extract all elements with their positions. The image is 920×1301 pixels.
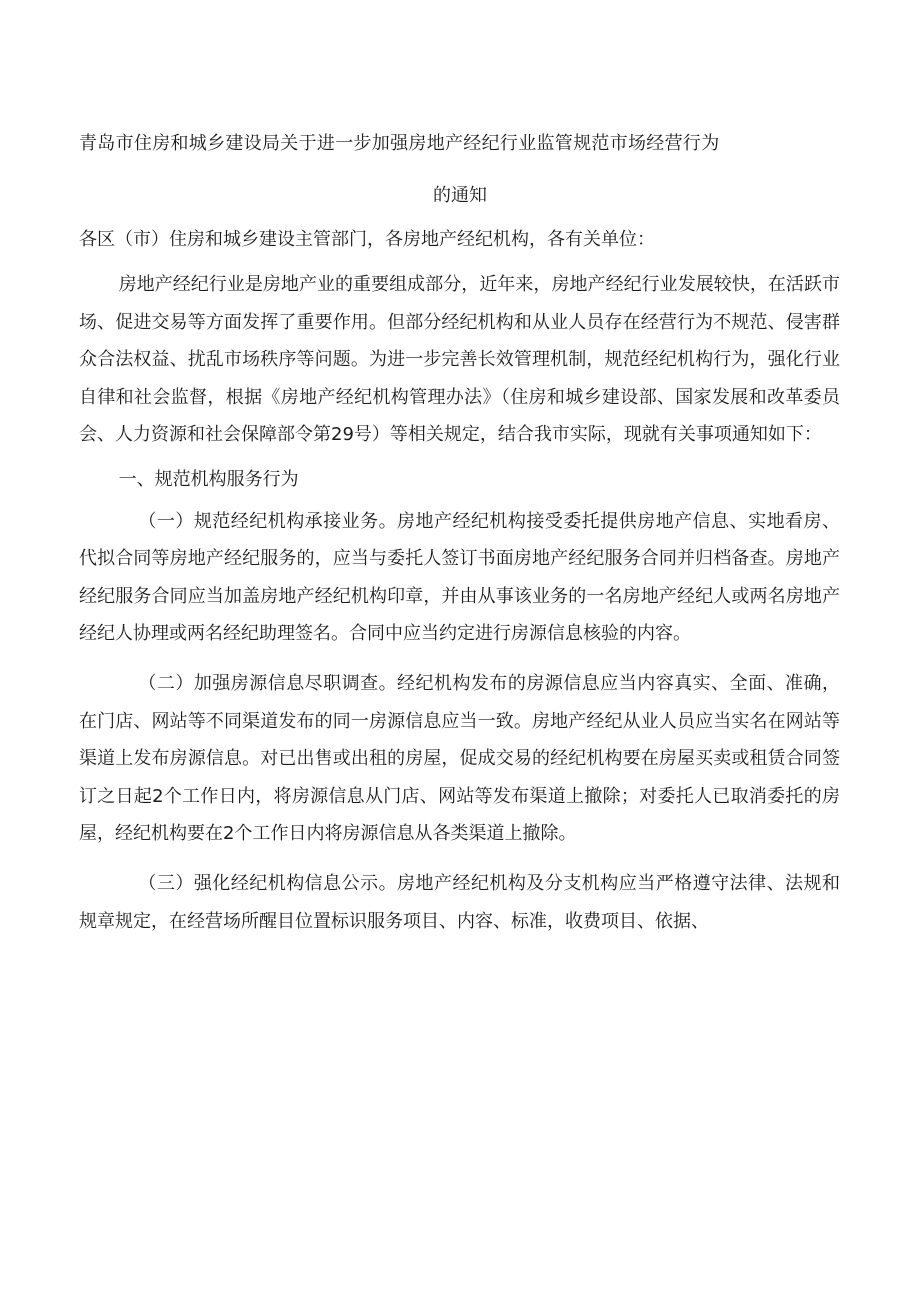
section-1-heading: 一、规范机构服务行为 [118,468,299,490]
document-title-line-2: 的通知 [433,185,487,206]
item-1-paragraph: （一）规范经纪机构承接业务。房地产经纪机构接受委托提供房地产信息、实地看房、代拟合同等房地产经纪服务的，应当与委托人签订书面房地产经纪服务合同并归档备查。房地产经纪服务合同应当加盖房地产经纪机构印章，并由从事该业务的一名房地产经纪人或两名房地产经纪人协理或两名经纪助理签名。合同中应当约定进行房源信息核验的内容。 [79,510,840,645]
item-3-paragraph: （三）强化经纪机构信息公示。房地产经纪机构及分支机构应当严格遵守法律、法规和规章规定，在经营场所醒目位置标识服务项目、内容、标准，收费项目、依据、 [79,872,840,932]
item-2-paragraph: （二）加强房源信息尽职调查。经纪机构发布的房源信息应当内容真实、全面、准确，在门店、网站等不同渠道发布的同一房源信息应当一致。房地产经纪从业人员应当实名在网站等渠道上发布房源信息。对已出售或出租的房屋，促成交易的经纪机构要在房屋买卖或租赁合同签订之日起2个工作日内，将房源信息从门店、网站等发布渠道上撤除；对委托人已取消委托的房屋，经纪机构要在2个工作日内将房源信息从各类渠道上撤除。 [79,672,840,845]
salutation: 各区（市）住房和城乡建设主管部门，各房地产经纪机构，各有关单位： [79,229,655,250]
intro-paragraph: 房地产经纪行业是房地产业的重要组成部分，近年来，房地产经纪行业发展较快，在活跃市场、促进交易等方面发挥了重要作用。但部分经纪机构和从业人员存在经营行为不规范、侵害群众合法权益、扰乱市场秩序等问题。为进一步完善长效管理机制，规范经纪机构行为，强化行业自律和社会监督，根据《房地产经纪机构管理办法》（住房和城乡建设部、国家发展和改革委员会、人力资源和社会保障部令第29号）等相关规定，结合我市实际，现就有关事项通知如下： [79,274,840,446]
document-title-line-1: 青岛市住房和城乡建设局关于进一步加强房地产经纪行业监管规范市场经营行为 [79,133,720,154]
document-body [79,266,840,940]
